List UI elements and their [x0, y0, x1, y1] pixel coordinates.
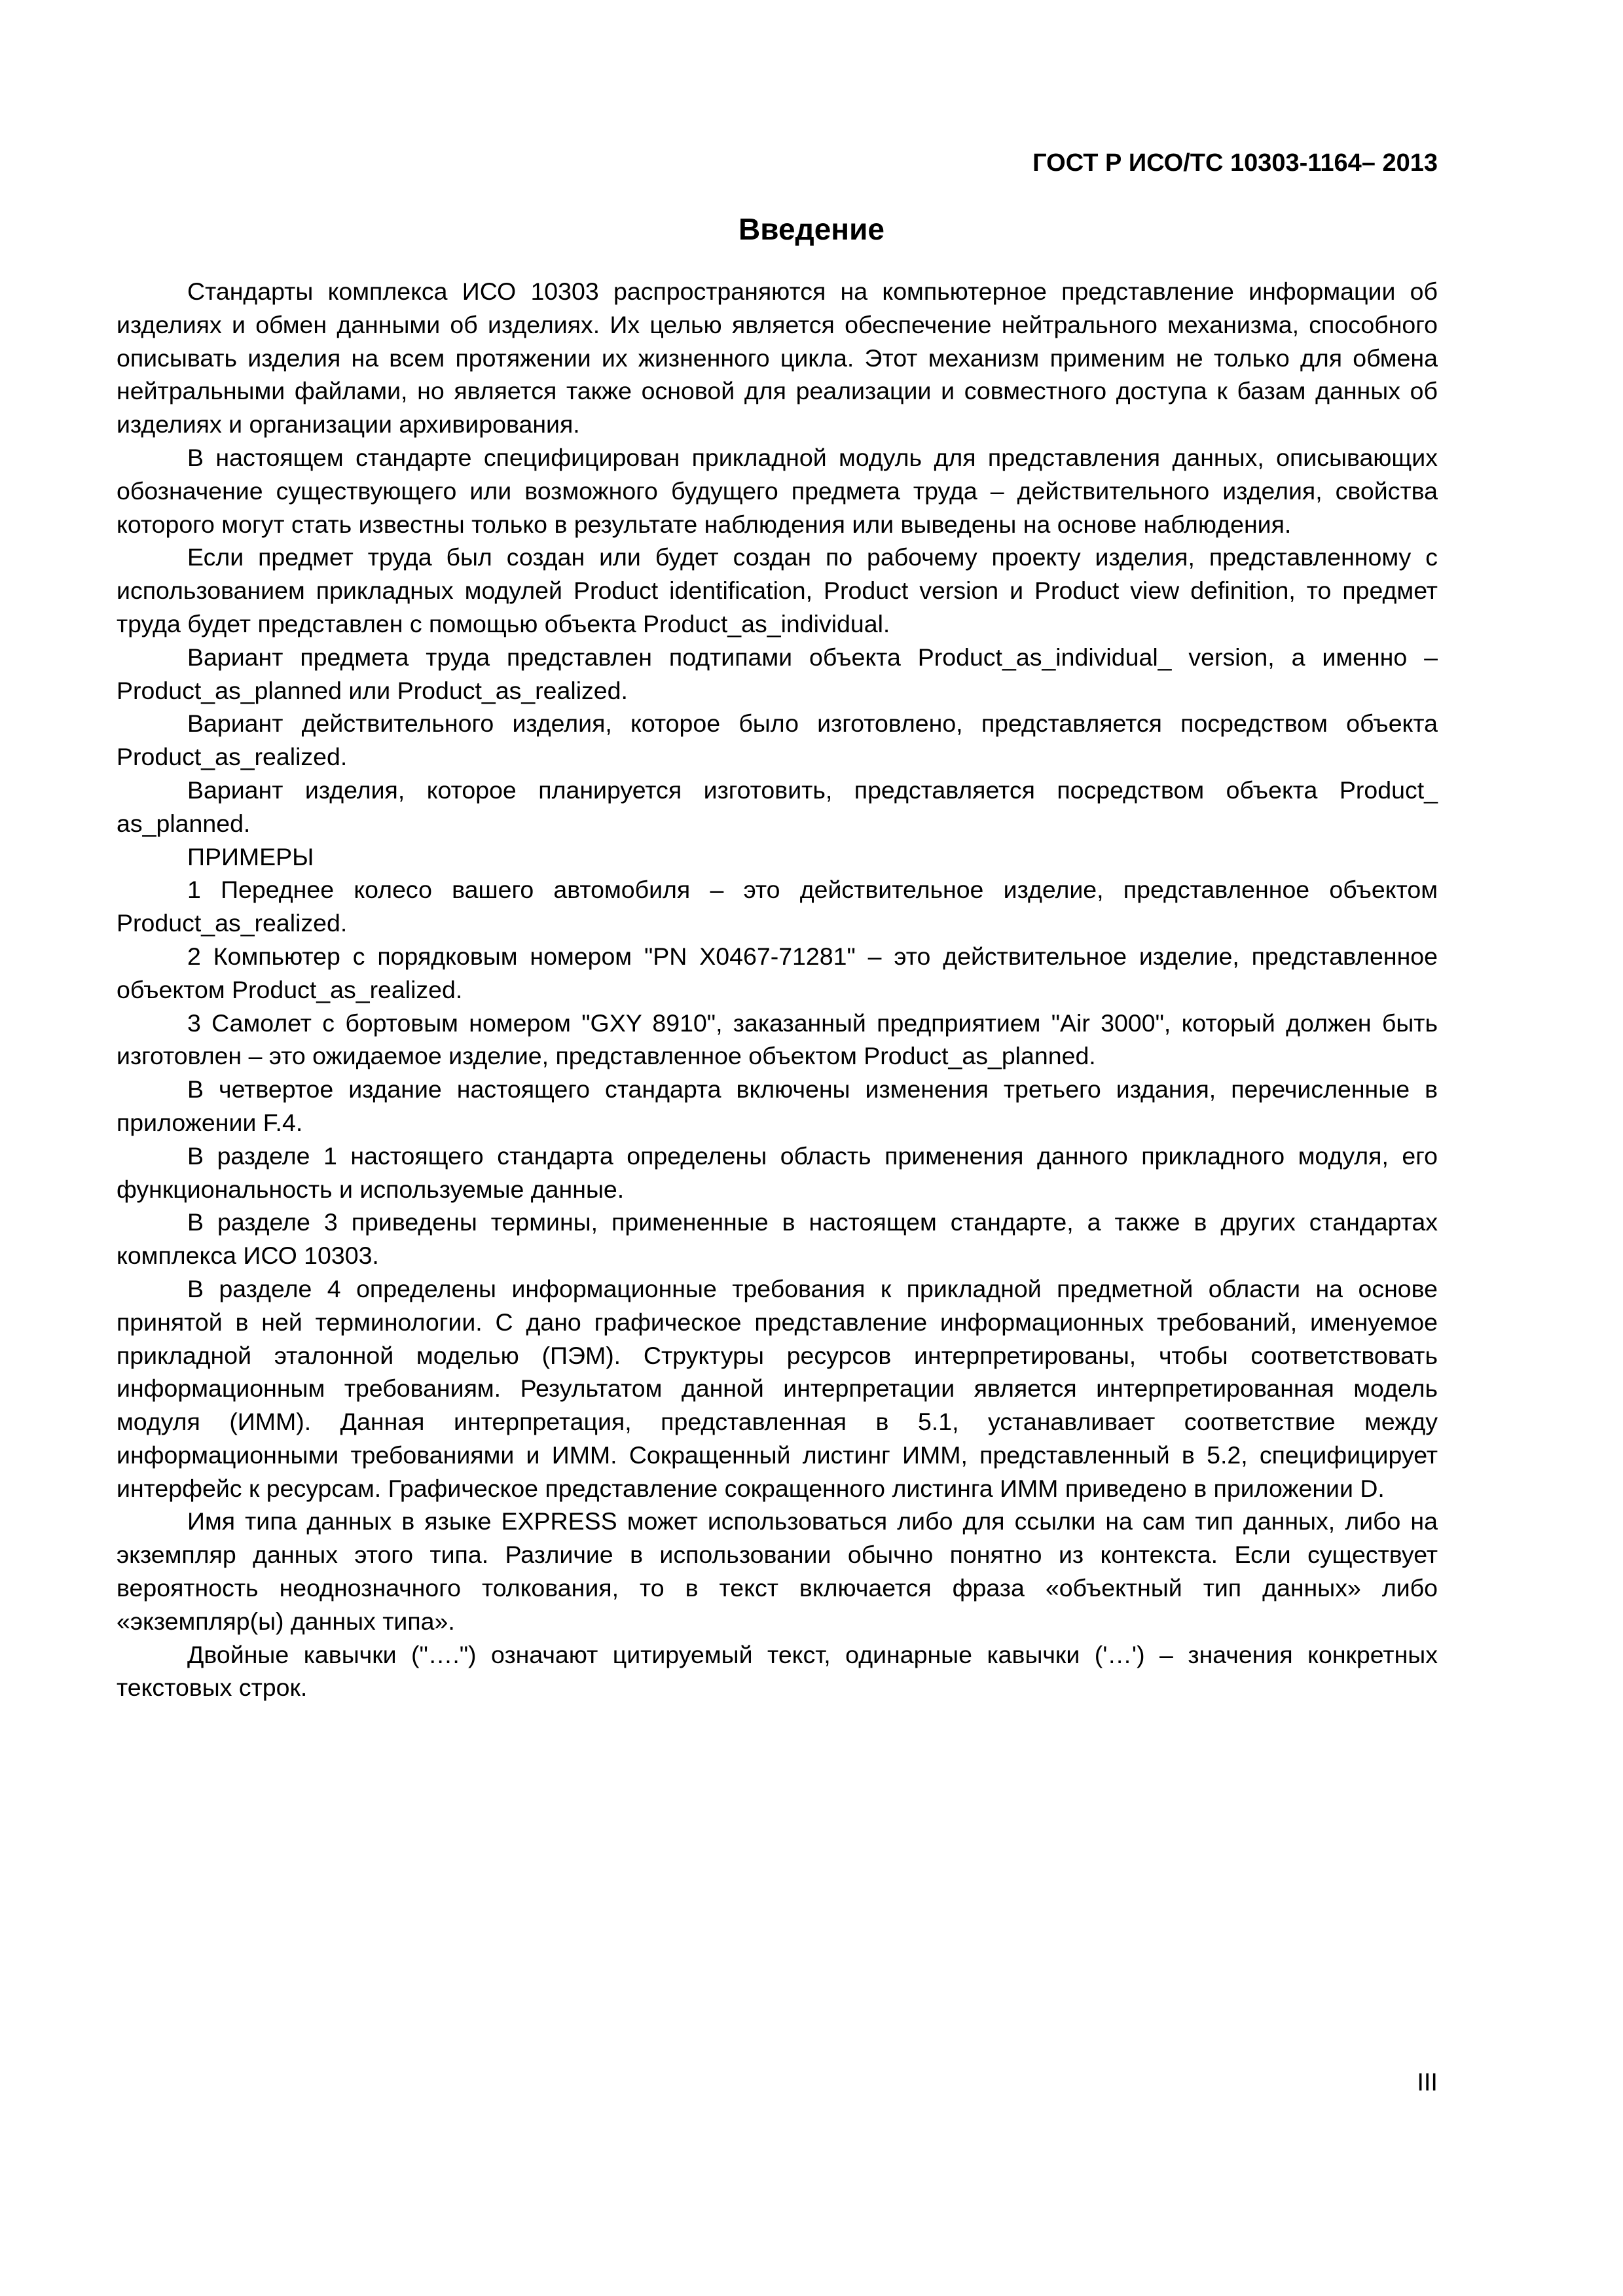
page-number: III — [1417, 2069, 1438, 2096]
paragraph-quotation-marks: Двойные кавычки ("….") означают цитируемый текст, одинарные кавычки ('…') – значения конкретных текстовых строк. — [117, 1640, 1438, 1702]
paragraph-section-1: В разделе 1 настоящего стандарта определены область применения данного прикладного модуля, его функциональность и используемые данные. — [117, 1141, 1438, 1203]
example-1: 1 Переднее колесо вашего автомобиля – это действительное изделие, представленное объектом Product_as_realized. — [117, 876, 1438, 937]
paragraph-application-module: В настоящем стандарте специфицирован прикладной модуль для представления данных, описывающих обозначение существующего или возможного будущего предмета труда – действительного изделия, свойства которого могут стать известны только в результате наблюдения или выведены на основе наблюдения. — [117, 443, 1438, 538]
paragraph-version-subtypes: Вариант предмета труда представлен подтипами объекта Product_as_individual_ version, а именно – Product_as_planned или Product_as_realized. — [117, 643, 1438, 704]
example-2: 2 Компьютер с порядковым номером "PN X0467-71281" – это действительное изделие, представленное объектом Product_as_realized. — [117, 942, 1438, 1003]
paragraph-section-3: В разделе 3 приведены термины, примененные в настоящем стандарте, а также в других стандартах комплекса ИСО 10303. — [117, 1208, 1438, 1270]
example-3: 3 Самолет с бортовым номером "GXY 8910", заказанный предприятием "Air 3000", который должен быть изготовлен – это ожидаемое изделие, представленное объектом Product_as_planned. — [117, 1009, 1438, 1070]
section-title: Введение — [739, 212, 884, 246]
paragraph-product-as-planned: Вариант изделия, которое планируется изготовить, представляется посредством объекта Product_ as_planned. — [117, 776, 1438, 837]
introduction-body — [117, 275, 1438, 1704]
paragraph-scope-iso-10303: Стандарты комплекса ИСО 10303 распространяются на компьютерное представление информации об изделиях и обмен данными об изделиях. Их целью является обеспечение нейтрального механизма, способного описывать изделия на всем протяжении их жизненного цикла. Этот механизм применим не только для обмена нейтральными файлами, но является также основой для реализации и совместного доступа к базам данных об изделиях и организации архивирования. — [117, 278, 1438, 439]
paragraph-fourth-edition: В четвертое издание настоящего стандарта включены изменения третьего издания, перечисленные в приложении F.4. — [117, 1075, 1438, 1136]
paragraph-express-types: Имя типа данных в языке EXPRESS может использоваться либо для ссылки на сам тип данных, либо на экземпляр данных этого типа. Различие в использовании обычно понятно из контекста. Если существует вероятность неоднозначного толкования, то в текст включается фраза «объектный тип данных» либо «экземпляр(ы) данных типа». — [117, 1507, 1438, 1635]
paragraph-product-as-realized: Вариант действительного изделия, которое было изготовлено, представляется посредством объекта Product_as_realized. — [117, 709, 1438, 771]
paragraph-product-as-individual: Если предмет труда был создан или будет создан по рабочему проекту изделия, представленному с использованием прикладных модулей Product identification, Product version и Product view definition, то предмет труда будет представлен с помощью объекта Product_as_individual. — [117, 543, 1438, 637]
examples-heading: ПРИМЕРЫ — [187, 842, 314, 870]
document-code-header: ГОСТ Р ИСО/ТС 10303-1164– 2013 — [1032, 149, 1438, 177]
paragraph-section-4: В разделе 4 определены информационные требования к прикладной предметной области на основе принятой в ней терминологии. С дано графическое представление информационных требований, именуемое прикладной эталонной моделью (ПЭМ). Структуры ресурсов интерпретированы, чтобы соответствовать информационным требованиям. Результатом данной интерпретации является интерпретированная модель модуля (ИММ). Данная интерпретация, представленная в 5.1, устанавливает соответствие между информационными требованиями и ИММ. Сокращенный листинг ИММ, представленный в 5.2, специфицирует интерфейс к ресурсам. Графическое представление сокращенного листинга ИММ приведено в приложении D. — [117, 1274, 1438, 1502]
